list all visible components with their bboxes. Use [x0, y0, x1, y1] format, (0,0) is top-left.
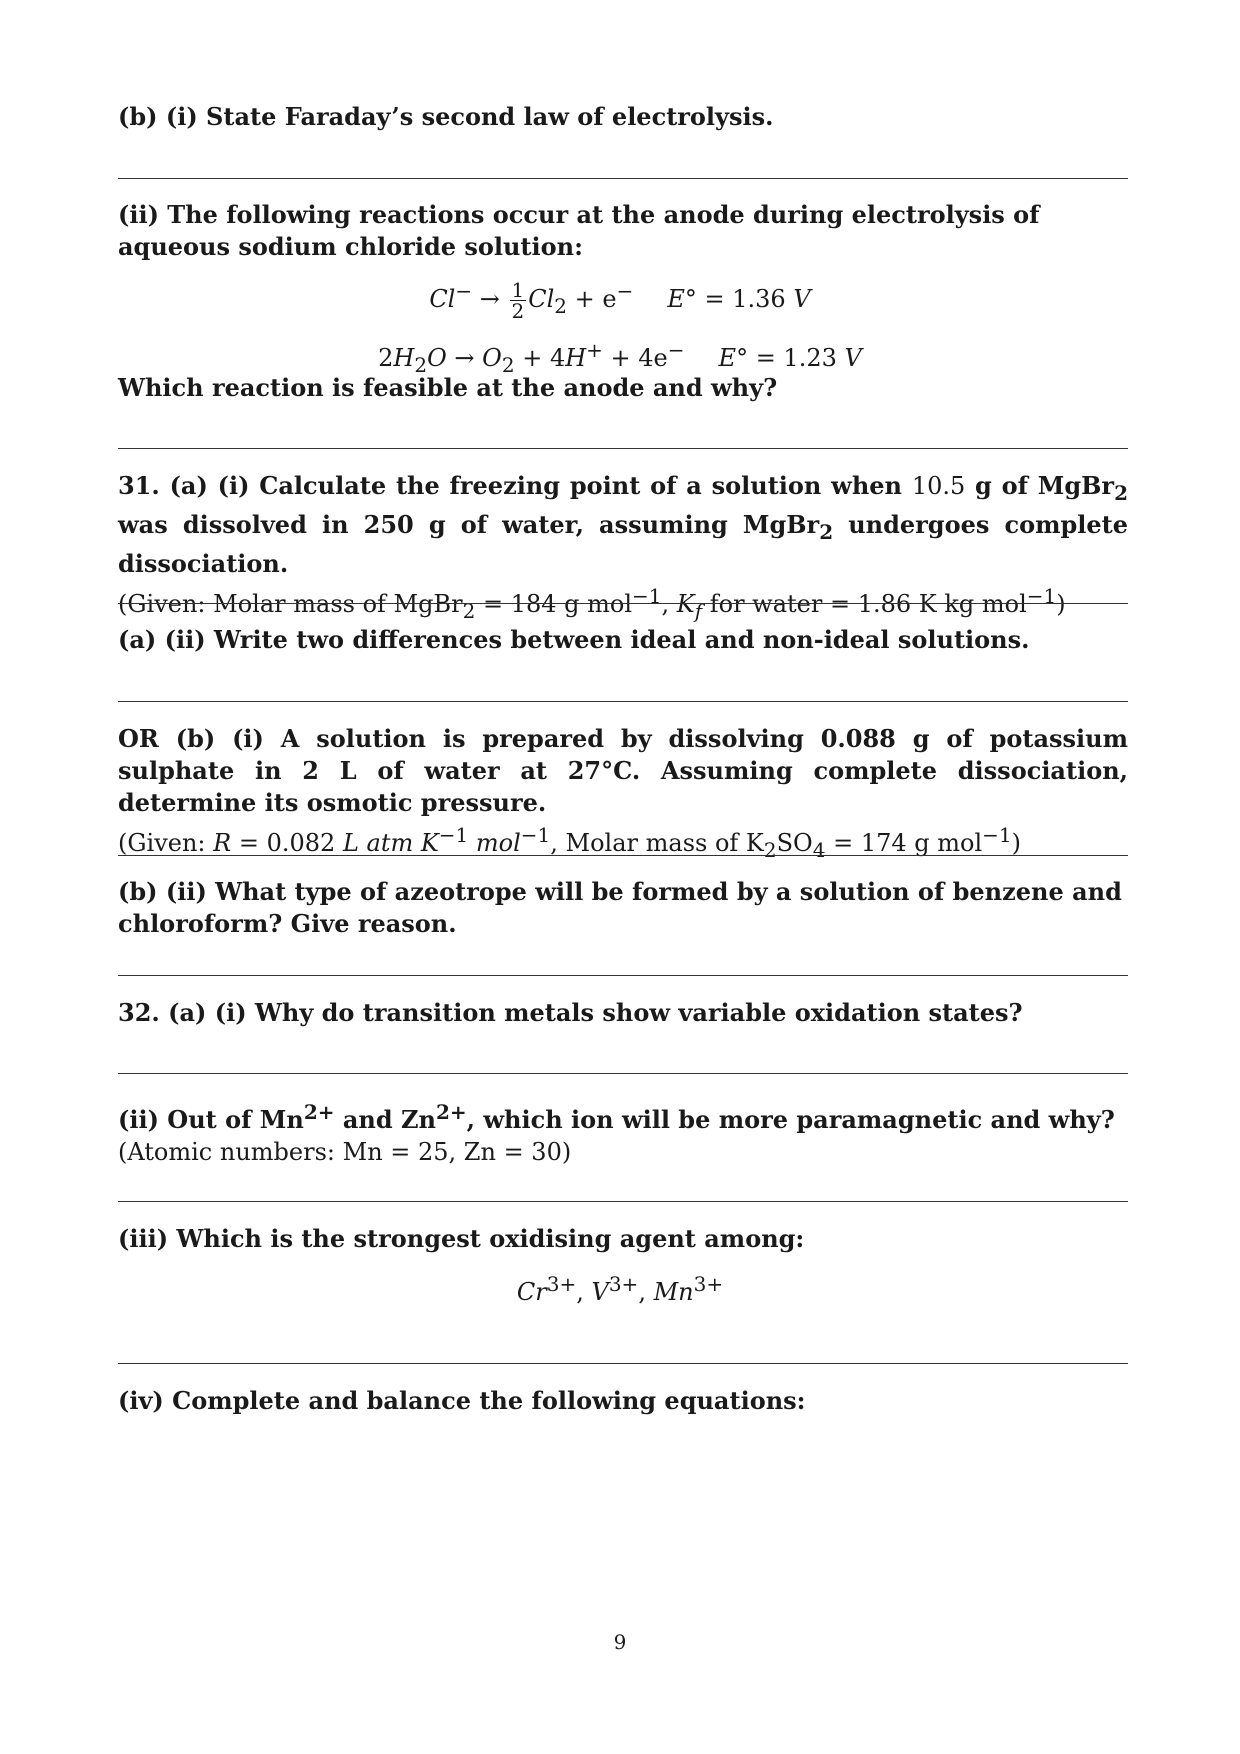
answer-line — [118, 1073, 1128, 1074]
question-32a-ii: (ii) Out of $Mn^{2+}$ and $Zn^{2+}$, which ion will be more paramagnetic and why? (Atomic numbers: Mn = 25, Zn = 30) — [118, 1100, 1115, 1166]
question-31b-i: OR (b) (i) A solution is prepared by dissolving 0.088 g of potassium sulphate in 2 L of water at 27°C. Assuming complete dissociation, determine its osmotic pressure. (Given: R = 0.082 L atm $K^{-1}$ mol$^{-1}$, Molar mass of $K_2SO_4 = 174$ g mol$^{-1}$) — [118, 724, 1128, 862]
given-data: (Given: Molar mass of MgBr$_2$ = 184 g mol$^{-1}$, $K_f$ for water = 1.86 K kg mol$^{-1}$) — [118, 583, 1066, 623]
question-30b-ii: (ii) The following reactions occur at the anode during electrolysis of aqueous sodium chloride solution: — [118, 200, 1040, 261]
question-32a-iii: (iii) Which is the strongest oxidising agent among: — [118, 1224, 805, 1253]
fraction-one-half: $\frac{1}{2}$ — [511, 278, 525, 323]
answer-line — [118, 701, 1128, 702]
given-data: (Given: R = 0.082 L atm $K^{-1}$ mol$^{-1}$, Molar mass of $K_2SO_4 = 174$ g mol$^{-1}$) — [118, 823, 1021, 862]
question-30b-ii-ask: Which reaction is feasible at the anode and why? — [118, 373, 778, 402]
answer-line — [118, 603, 1128, 604]
answer-line — [118, 1363, 1128, 1364]
question-32a-iv: (iv) Complete and balance the following equations: — [118, 1386, 806, 1415]
answer-line — [118, 178, 1128, 179]
ion-list — [0, 1268, 1240, 1308]
answer-line — [118, 448, 1128, 449]
answer-line — [118, 855, 1128, 856]
question-32a-i: 32. (a) (i) Why do transition metals show variable oxidation states? — [118, 998, 1023, 1027]
ion-vanadium: $V^{3+}$, — [591, 1272, 654, 1306]
question-31a-i: 31. (a) (i) Calculate the freezing point of a solution when 10.5 g of MgBr$_2$ was dissolved in 250 g of water, assuming MgBr$_2$ undergoes complete dissociation. (Given: Molar mass of MgBr$_2$ = 184 g mol$^{-1}$, $K_f$ for water = 1.86 K kg mol$^{-1}$) — [118, 471, 1129, 623]
page-number: 9 — [613, 1630, 627, 1654]
equation-water-oxidation: $2H_2O \to O_2 + 4H^+ + 4e^-$ E° = 1.23 V — [378, 338, 862, 377]
question-30b-i: (b) (i) State Faraday’s second law of electrolysis. — [118, 102, 774, 131]
answer-line — [118, 975, 1128, 976]
answer-line — [118, 1201, 1128, 1202]
ion-manganese: $Mn^{3+}$ — [653, 1272, 724, 1306]
ion-chromium: $Cr^{3+}$, — [516, 1272, 592, 1306]
question-31b-ii: (b) (ii) What type of azeotrope will be formed by a solution of benzene and chloroform? Give reason. — [118, 877, 1122, 938]
equation-chloride-oxidation: Cl− → $\frac{1}{2}$ $Cl_2 + e^-$ E° = 1.36 V — [429, 278, 811, 323]
question-31a-ii: (a) (ii) Write two differences between ideal and non-ideal solutions. — [118, 625, 1030, 654]
